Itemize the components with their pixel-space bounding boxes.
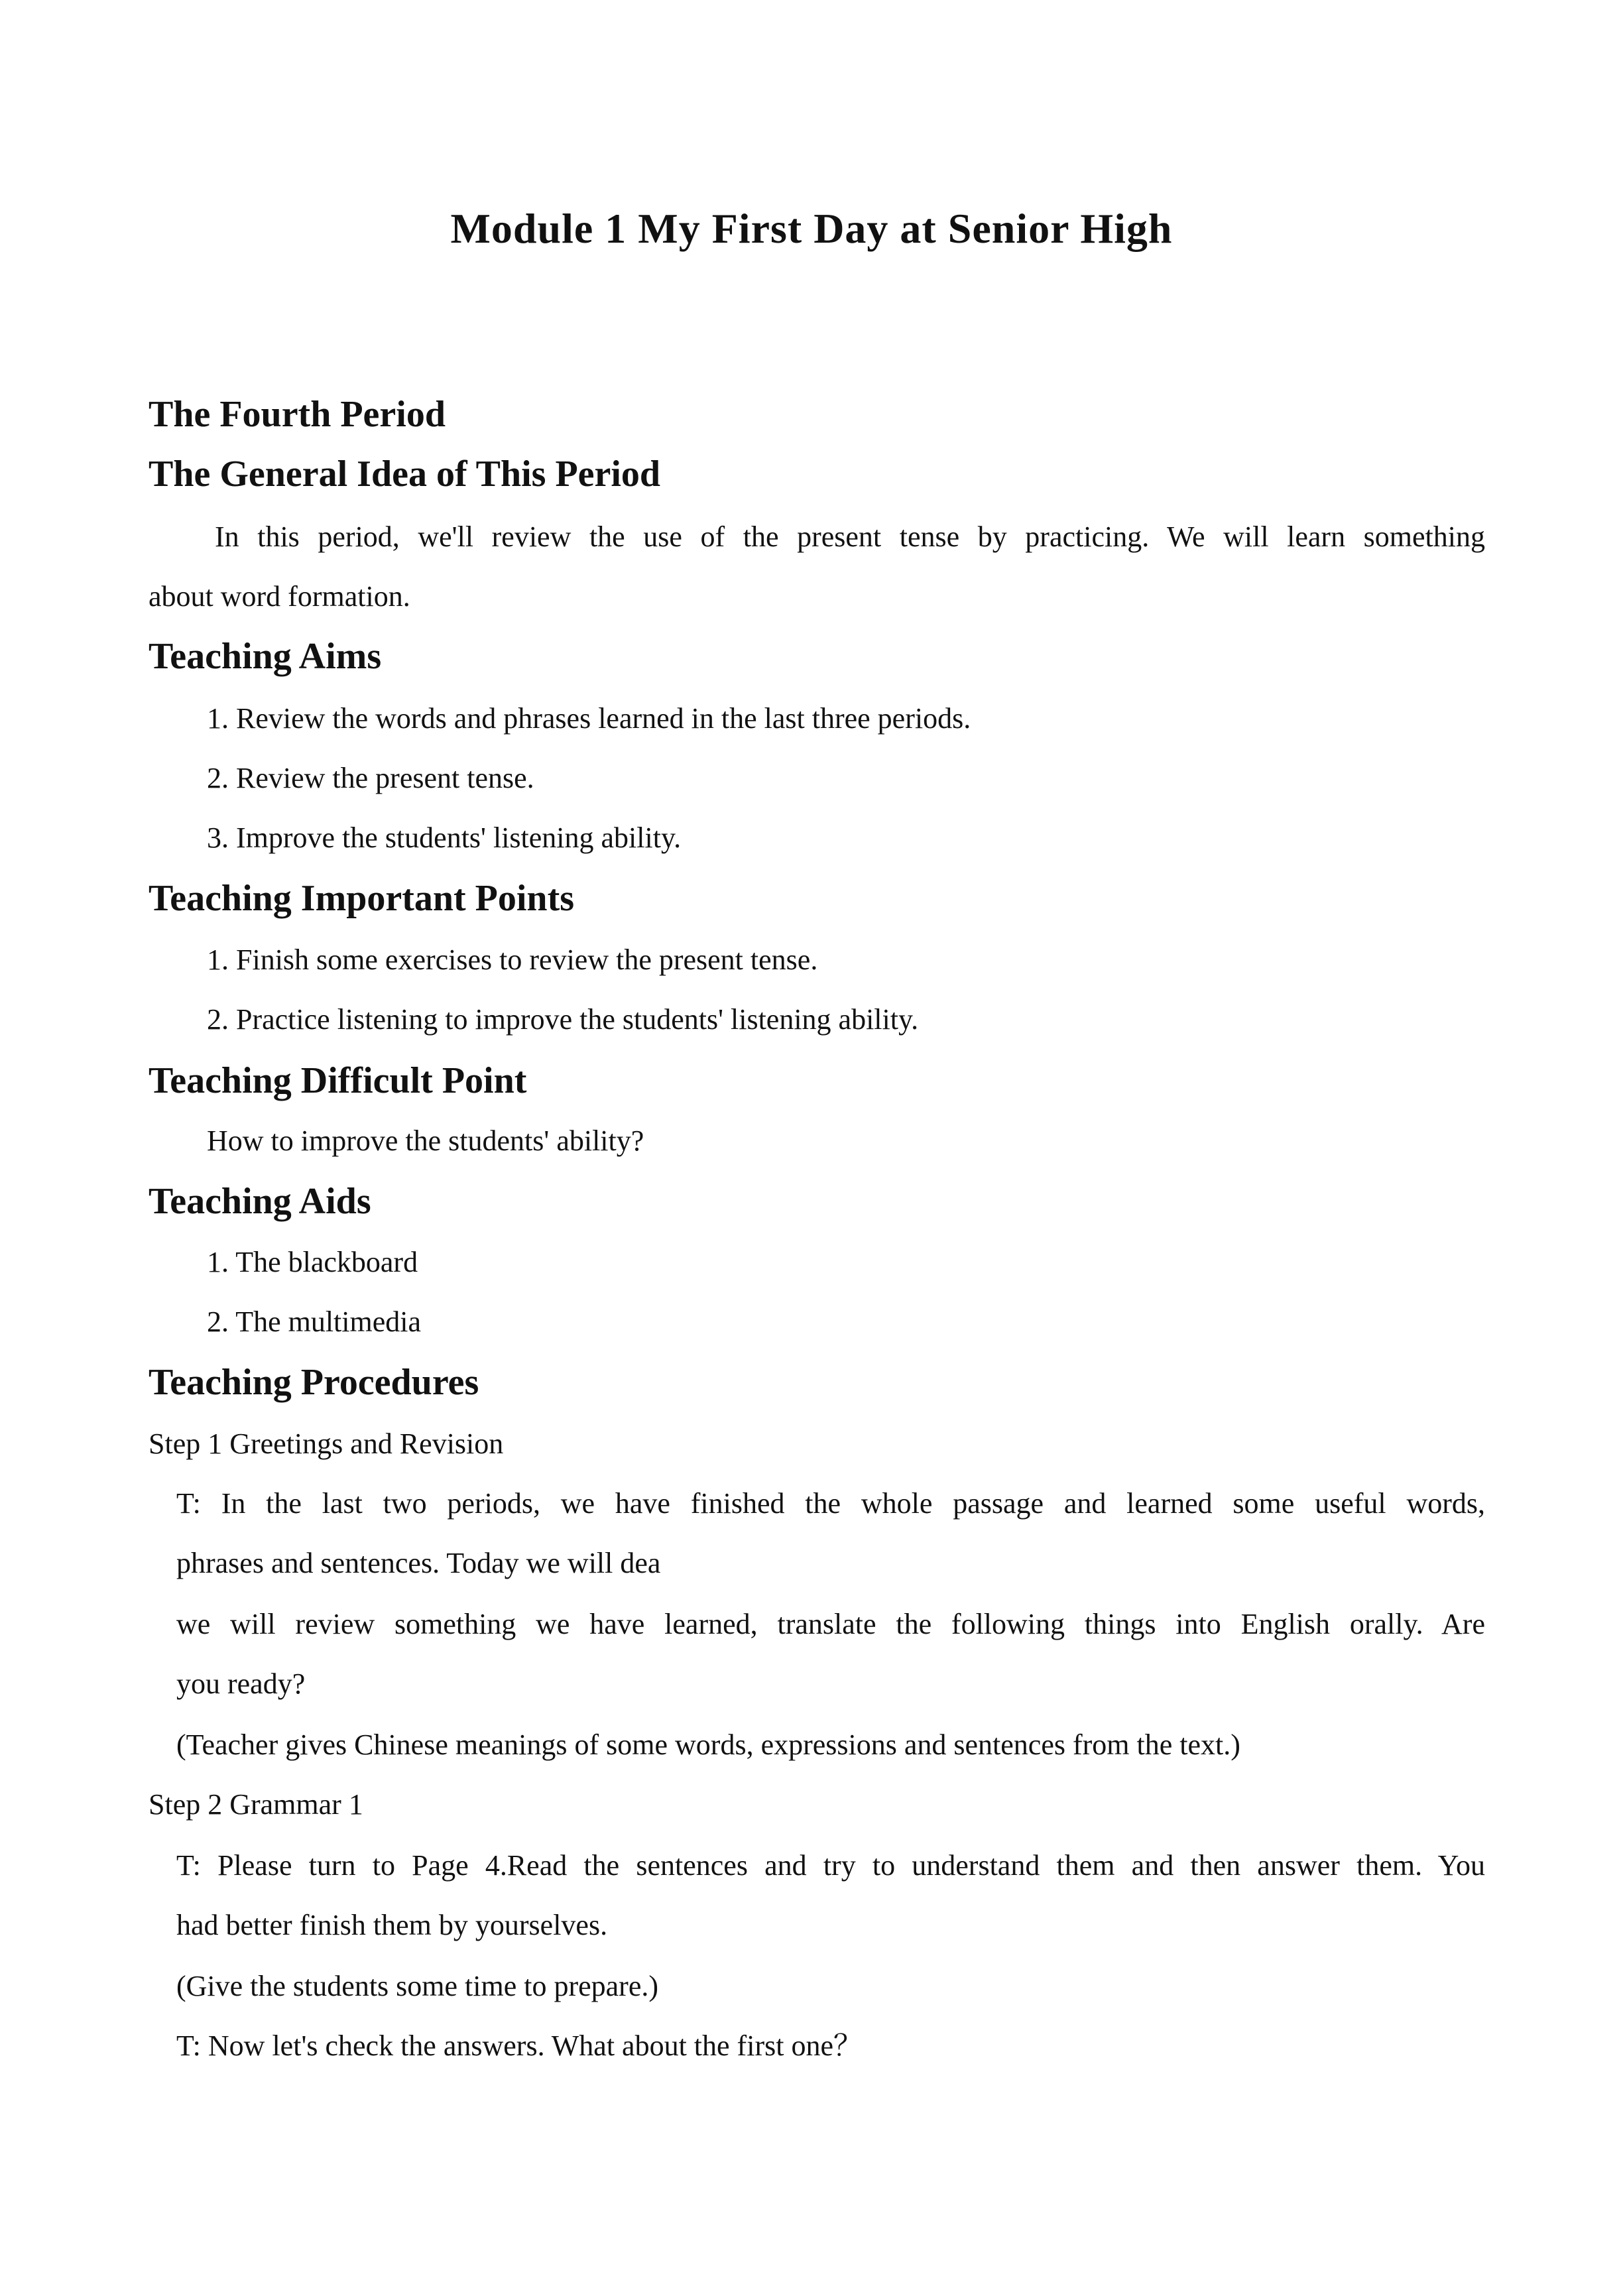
step1-line: T: In the last two periods, we have finished the whole passage and learned some useful words, [176, 1487, 1485, 1520]
document-title: Module 1 My First Day at Senior High [450, 205, 1173, 252]
heading-teaching-procedures: Teaching Procedures [149, 1362, 479, 1403]
general-idea-line-2: about word formation. [149, 580, 410, 613]
heading-important-points: Teaching Important Points [149, 878, 575, 919]
step2-line: T: Now let's check the answers. What about the first one？ [176, 2029, 863, 2062]
step1-line: (Teacher gives Chinese meanings of some words, expressions and sentences from the text.) [176, 1728, 1240, 1761]
step1-line: phrases and sentences. Today we will dea [176, 1547, 661, 1579]
step2-line: T: Please turn to Page 4.Read the sentences and try to understand them and then answer them. You [176, 1849, 1485, 1882]
step1-line: we will review something we have learned, translate the following things into English orally. Are [176, 1608, 1485, 1640]
heading-fourth-period: The Fourth Period [149, 394, 446, 435]
general-idea-line-1: In this period, we'll review the use of the present tense by practicing. We will learn something [215, 520, 1485, 553]
important-point-item: 1. Finish some exercises to review the present tense. [207, 943, 818, 976]
teaching-aim-item: 2. Review the present tense. [207, 762, 534, 794]
step2-line: (Give the students some time to prepare.) [176, 1970, 659, 2002]
step1-label: Step 1 Greetings and Revision [149, 1427, 504, 1460]
heading-teaching-aims: Teaching Aims [149, 636, 382, 677]
heading-general-idea: The General Idea of This Period [149, 453, 661, 495]
teaching-aim-item: 1. Review the words and phrases learned in the last three periods. [207, 702, 971, 735]
heading-teaching-aids: Teaching Aids [149, 1181, 371, 1222]
teaching-aim-item: 3. Improve the students' listening ability. [207, 821, 682, 854]
difficult-point-text: How to improve the students' ability? [207, 1124, 644, 1157]
teaching-aid-item: 2. The multimedia [207, 1305, 422, 1338]
step2-line: had better finish them by yourselves. [176, 1909, 608, 1941]
step2-label: Step 2 Grammar 1 [149, 1788, 363, 1821]
step1-line: you ready? [176, 1667, 306, 1700]
important-point-item: 2. Practice listening to improve the students' listening ability. [207, 1003, 919, 1036]
teaching-aid-item: 1. The blackboard [207, 1246, 418, 1278]
heading-difficult-point: Teaching Difficult Point [149, 1060, 527, 1101]
